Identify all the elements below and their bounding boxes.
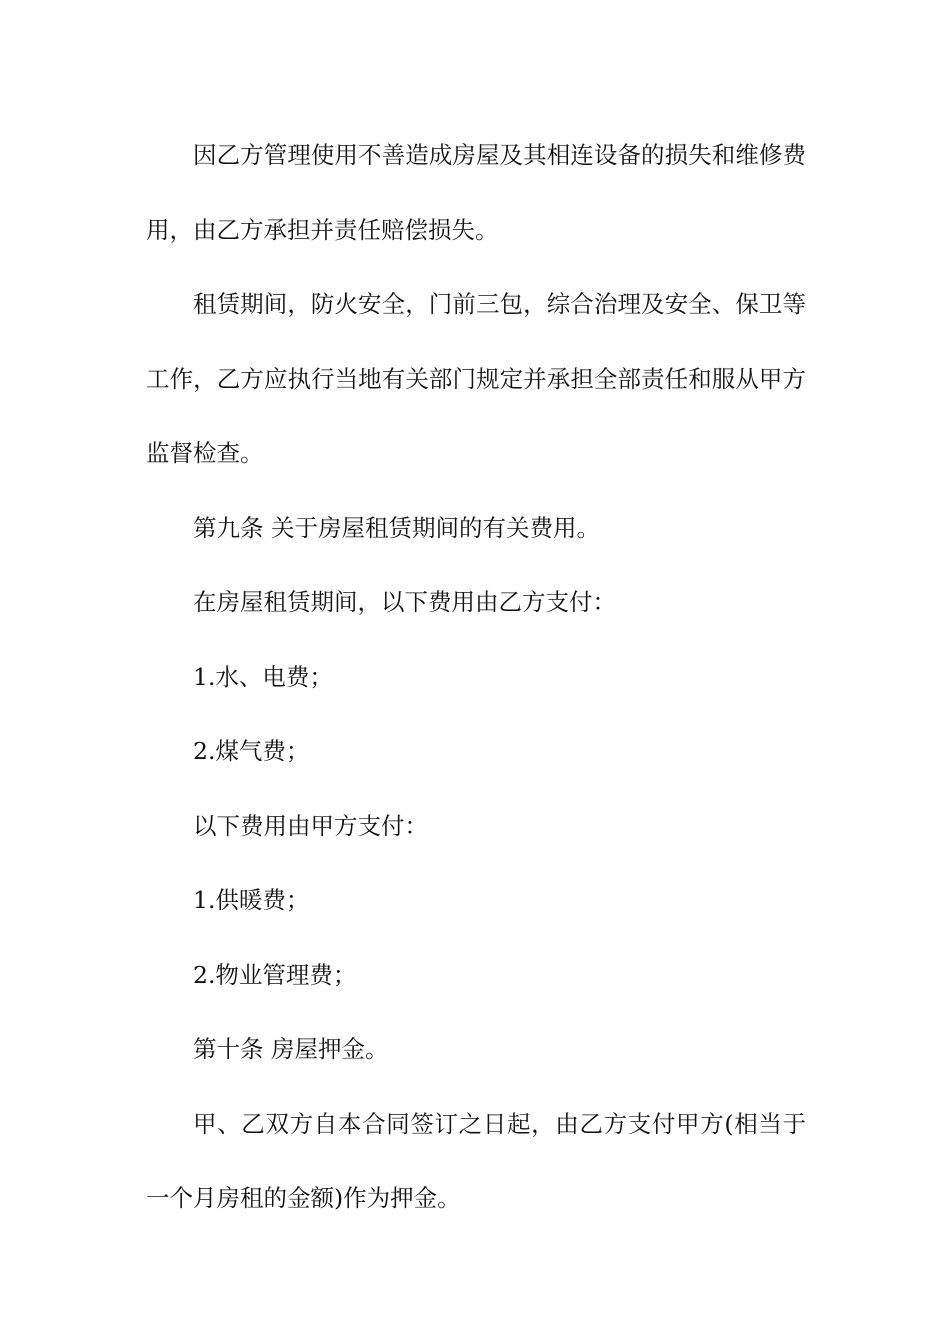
paragraph-tenant-fees-intro: 在房屋租赁期间，以下费用由乙方支付： xyxy=(193,588,616,616)
article-10-heading: 第十条 房屋押金。 xyxy=(193,1035,389,1063)
list-item-gas: 2.煤气费； xyxy=(193,737,310,765)
list-item-heating: 1.供暖费； xyxy=(193,886,310,914)
document-body xyxy=(146,118,806,1236)
list-item-property-management: 2.物业管理费； xyxy=(193,960,357,989)
paragraph-damage-liability: 因乙方管理使用不善造成房屋及其相连设备的损失和维修费用，由乙方承担并责任赔偿损失。 xyxy=(146,141,806,244)
paragraph-safety-duties: 租赁期间，防火安全，门前三包，综合治理及安全、保卫等工作，乙方应执行当地有关部门规定并承担全部责任和服从甲方监督检查。 xyxy=(146,290,806,467)
article-9-heading: 第九条 关于房屋租赁期间的有关费用。 xyxy=(193,513,600,542)
paragraph-deposit: 甲、乙双方自本合同签订之日起，由乙方支付甲方(相当于一个月房租的金额)作为押金。 xyxy=(146,1109,806,1212)
list-item-water-electricity: 1.水、电费； xyxy=(193,662,333,691)
paragraph-landlord-fees-intro: 以下费用由甲方支付： xyxy=(193,811,428,840)
